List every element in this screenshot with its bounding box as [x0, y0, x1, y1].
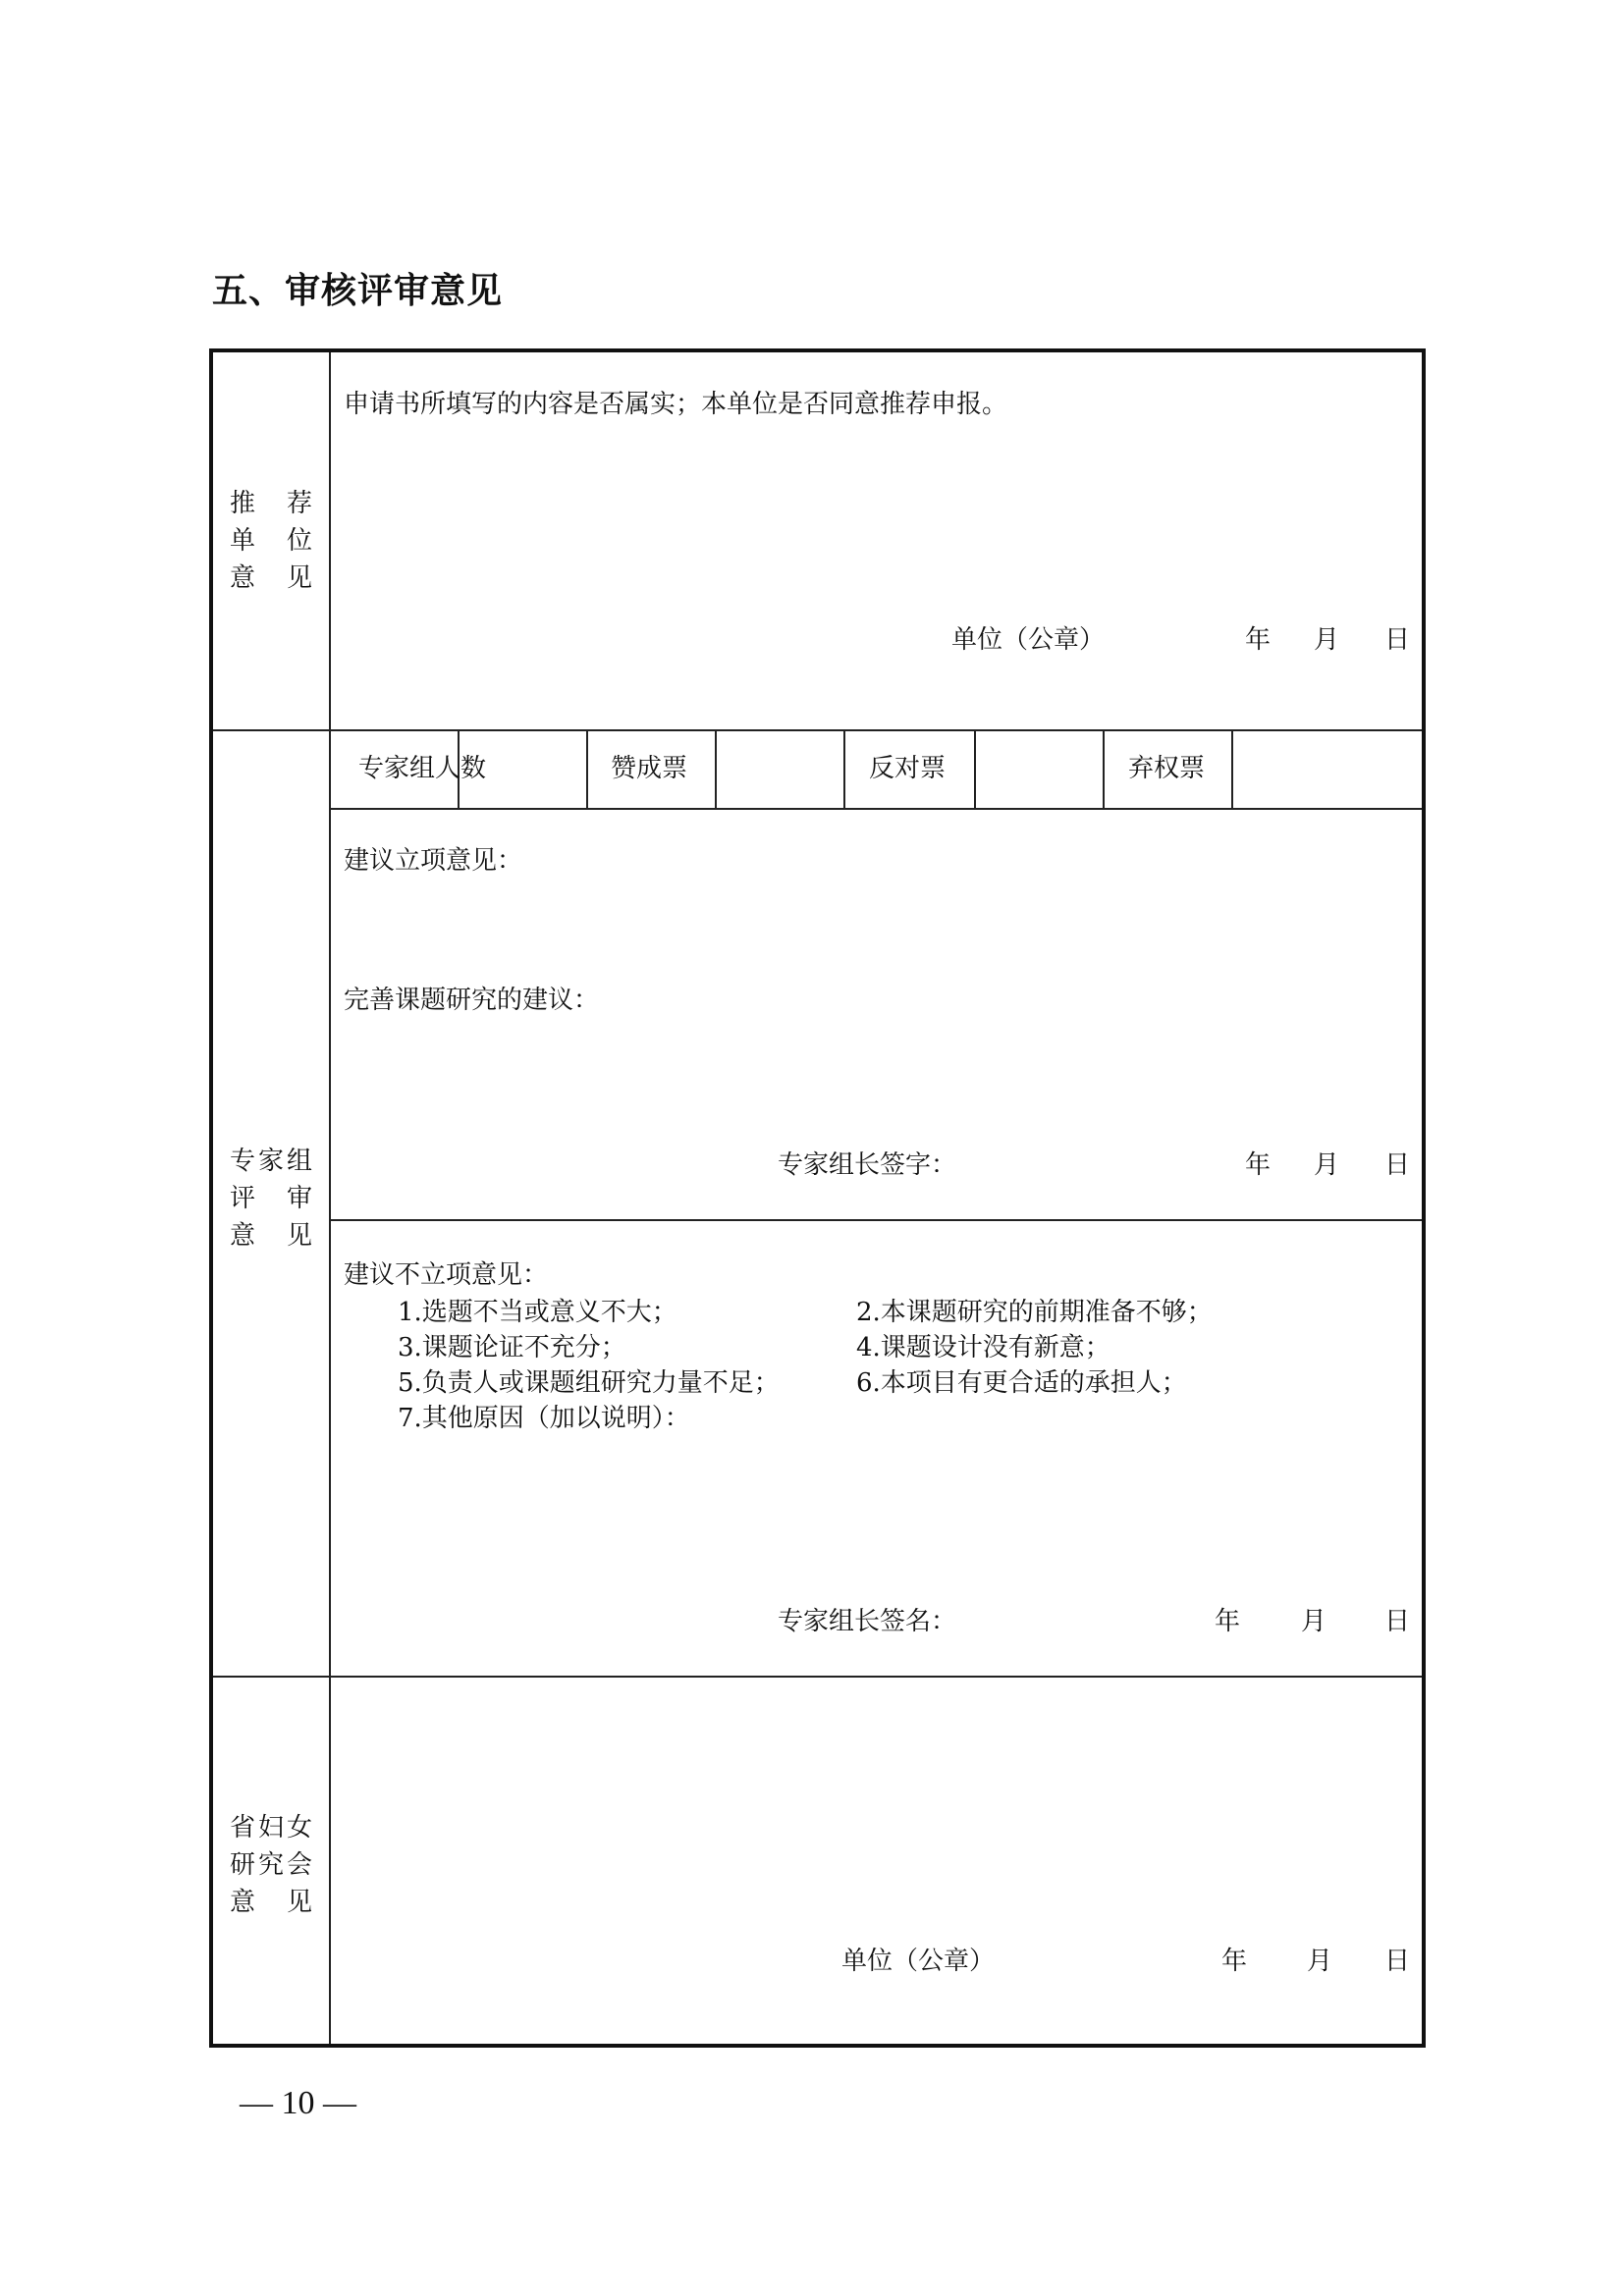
reject-reason-item: 3.课题论证不充分；: [398, 1333, 626, 1362]
province-seal-label: 单位（公章）: [841, 1947, 996, 1976]
expert-day-label: 日: [1384, 1607, 1411, 1636]
expert-year-label: 年: [1245, 1150, 1272, 1180]
recommend-year-label: 年: [1245, 625, 1272, 655]
reject-reason-item: 5.负责人或课题组研究力量不足；: [398, 1368, 780, 1398]
oppose-votes-label: 反对票: [869, 754, 947, 783]
page-number: — 10 —: [240, 2085, 356, 2121]
vote-col-divider: [715, 729, 717, 808]
approve-opinion-label: 建议立项意见：: [344, 846, 523, 876]
province-day-label: 日: [1384, 1947, 1411, 1976]
vote-row-divider: [329, 808, 1422, 810]
expert-month-label: 月: [1314, 1150, 1340, 1180]
reject-reason-item: 6.本项目有更合适的承担人；: [856, 1368, 1187, 1398]
vote-col-divider: [1103, 729, 1105, 808]
expert-day-label: 日: [1384, 1150, 1411, 1180]
approve-votes-label: 赞成票: [611, 754, 688, 783]
vote-col-divider: [974, 729, 976, 808]
row-divider-province: [213, 1676, 1422, 1678]
row-divider-expert-split: [329, 1219, 1422, 1221]
expert-count-label: 专家组人数: [358, 754, 487, 783]
province-society-label: 省 妇 女 研 究 会 意 见: [230, 1813, 312, 1917]
reject-reason-item: 2.本课题研究的前期准备不够；: [856, 1298, 1213, 1327]
province-year-label: 年: [1221, 1947, 1248, 1976]
reject-reason-item: 7.其他原因（加以说明）：: [398, 1404, 690, 1433]
vote-col-divider: [586, 729, 588, 808]
recommend-day-label: 日: [1384, 625, 1411, 655]
abstain-votes-label: 弃权票: [1128, 754, 1206, 783]
expert-review-label: 专 家 组 评 审 意 见: [230, 1147, 312, 1251]
reject-opinion-label: 建议不立项意见：: [344, 1260, 549, 1290]
leader-signature-label: 专家组长签名：: [778, 1607, 957, 1636]
label-column-divider: [329, 352, 331, 2044]
vote-col-divider: [843, 729, 845, 808]
row-divider-recommend: [213, 729, 1422, 731]
province-month-label: 月: [1307, 1947, 1333, 1976]
recommend-unit-label: 推 荐 单 位 意 见: [230, 489, 312, 593]
vote-col-divider: [1231, 729, 1233, 808]
leader-sign-label: 专家组长签字：: [778, 1150, 957, 1180]
improve-suggestion-label: 完善课题研究的建议：: [344, 986, 600, 1015]
recommend-month-label: 月: [1314, 625, 1340, 655]
recommend-question: 申请书所填写的内容是否属实；本单位是否同意推荐申报。: [344, 390, 1008, 419]
expert-month-label: 月: [1301, 1607, 1327, 1636]
expert-year-label: 年: [1215, 1607, 1241, 1636]
reject-reason-item: 4.课题设计没有新意；: [856, 1333, 1110, 1362]
reject-reason-item: 1.选题不当或意义不大；: [398, 1298, 677, 1327]
recommend-seal-label: 单位（公章）: [951, 625, 1106, 655]
section-title: 五、审核评审意见: [212, 271, 504, 311]
review-opinion-form: [209, 348, 1426, 2048]
